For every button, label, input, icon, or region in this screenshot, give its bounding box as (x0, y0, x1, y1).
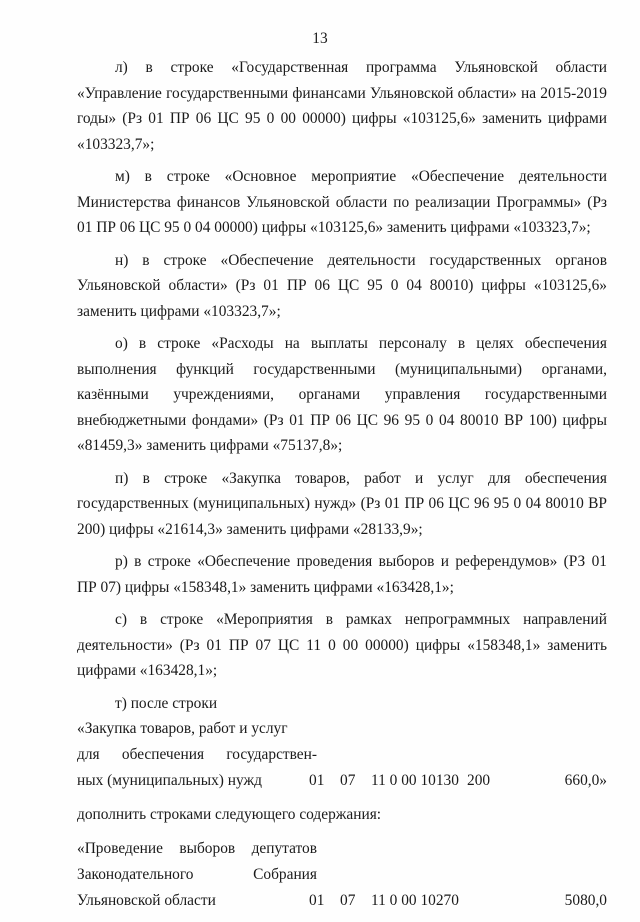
budget-row-line (77, 716, 607, 742)
budget-row-cs: 11 0 00 10130 (371, 772, 459, 789)
budget-row-line (77, 888, 607, 914)
paragraph-p: п) в строке «Закупка товаров, работ и услуг для обеспечения государственных (муниципальных) нужд» (Рз 01 ПР 06 ЦС 96 95 0 04 80010 ВР 200) цифры «21614,3» заменить цифрами «28133,9»; (77, 469, 607, 538)
budget-row-line (77, 768, 607, 794)
budget-row-vr: 200 (467, 772, 491, 789)
paragraph-t-intro: т) после строки (115, 694, 218, 712)
budget-row-line (77, 742, 607, 768)
budget-row-name: «Проведение выборов депутатов (77, 839, 317, 857)
budget-row-name: «Закупка товаров, работ и услуг (77, 720, 288, 737)
budget-row-line (77, 836, 607, 862)
budget-row-sum: 5080,0 (564, 891, 607, 909)
page-number: 13 (312, 30, 328, 47)
paragraph-n: н) в строке «Обеспечение деятельности государственных органов Ульяновской области» (Рз 01 ПР 06 ЦС 95 0 04 80010) цифры «103125,6» заменить цифрами «103323,7»; (77, 251, 607, 320)
budget-row-pr: 07 (340, 891, 356, 909)
budget-row-name: для обеспечения государствен- (77, 746, 317, 763)
budget-row-pr: 07 (340, 772, 356, 789)
budget-row-existing (77, 716, 607, 794)
budget-row-name: ных (муниципальных) нужд (77, 772, 262, 789)
budget-row-rz: 01 (309, 772, 325, 789)
budget-row-name: Ульяновской области (77, 891, 216, 909)
budget-row-sum: 660,0» (564, 772, 607, 789)
paragraph-m: м) в строке «Основное мероприятие «Обеспечение деятельности Министерства финансов Ульяновской области по реализации Программы» (Рз 01 ПР 06 ЦС 95 0 04 00000) цифры «103125,6» заменить цифрами «103323,7»; (77, 168, 607, 236)
document-body (77, 55, 607, 922)
budget-row-name: Законодательного Собрания (77, 865, 317, 883)
budget-row-cs: 11 0 00 10270 (371, 891, 459, 909)
supplement-intro: дополнить строками следующего содержания: (77, 806, 382, 823)
budget-row-new (77, 836, 607, 914)
budget-row-line (77, 862, 607, 888)
paragraph-l: л) в строке «Государственная программа Ульяновской области «Управление государственными финансами Ульяновской области» на 2015-2019 годы» (Рз 01 ПР 06 ЦС 95 0 00 00000) цифры «103125,6» заменить цифрами «103323,7»; (77, 59, 607, 153)
paragraph-r: р) в строке «Обеспечение проведения выборов и референдумов» (РЗ 01 ПР 07) цифры «158348,1» заменить цифрами «163428,1»; (77, 553, 607, 596)
budget-row-rz: 01 (309, 891, 325, 909)
paragraph-s: с) в строке «Мероприятия в рамках непрограммных направлений деятельности» (Рз 01 ПР 07 ЦС 11 0 00 00000) цифры «158348,1» заменить цифрами «163428,1»; (77, 611, 607, 679)
paragraph-o: о) в строке «Расходы на выплаты персоналу в целях обеспечения выполнения функций государственными (муниципальными) органами, казёнными учреждениями, органами управления государственными внебюджетными фондами» (Рз 01 ПР 06 ЦС 96 95 0 04 80010 ВР 100) цифры «81459,3» заменить цифрами «75137,8»; (77, 335, 607, 454)
